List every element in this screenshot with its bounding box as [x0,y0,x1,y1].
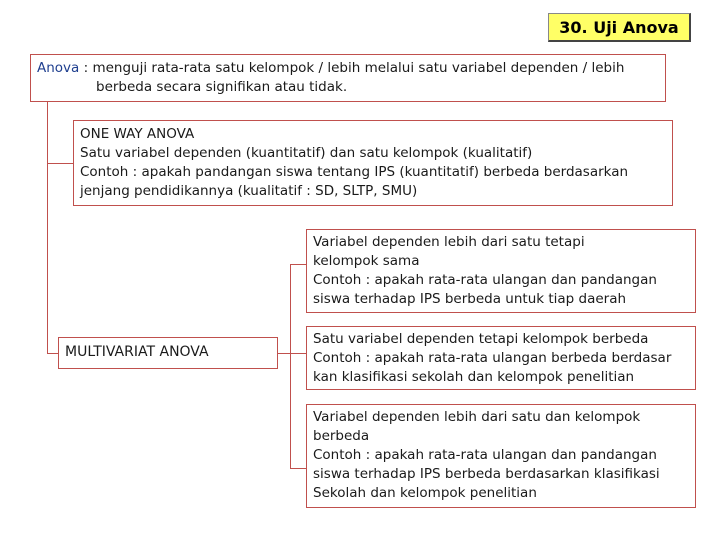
definition-text: : menguji rata-rata satu kelompok / lebih melalui satu variabel dependen / lebih [79,60,625,76]
case-line: kan klasifikasi sekolah dan kelompok penelitian [313,369,635,385]
case-line: siswa terhadap IPS berbeda untuk tiap daerah [313,291,627,307]
multivariat-case-3-box [306,404,696,508]
case-line: Variabel dependen lebih dari satu tetapi [313,234,585,250]
oneway-line: Satu variabel dependen (kuantitatif) dan satu kelompok (kualitatif) [80,145,533,161]
case-line: Variabel dependen lebih dari satu dan kelompok [313,409,641,425]
main-trunk-line [47,102,48,354]
oneway-line: jenjang pendidikannya (kualitatif : SD, SLTP, SMU) [80,183,418,199]
definition-term: Anova [37,60,80,76]
case-line: Contoh : apakah rata-rata ulangan dan pandangan [313,447,657,463]
multivariat-anova-box [58,337,278,369]
definition-line-2: berbeda secara signifikan atau tidak. [96,79,348,95]
branch-vertical-line [290,264,291,469]
case-line: Sekolah dan kelompok penelitian [313,485,537,501]
case-line: siswa terhadap IPS berbeda berdasarkan klasifikasi [313,466,660,482]
multivariat-case-1-box [306,229,696,313]
definition-line-1 [37,59,659,78]
oneway-line: ONE WAY ANOVA [80,126,195,142]
case-line: Contoh : apakah rata-rata ulangan dan pandangan [313,272,657,288]
multivariat-label: MULTIVARIAT ANOVA [65,344,209,360]
case-line: kelompok sama [313,253,420,269]
multivariat-connector-line [47,353,58,354]
branch-3-line [290,468,306,469]
case-line: berbeda [313,428,370,444]
anova-definition-box [30,54,666,102]
branch-2-line [290,353,306,354]
case-line: Satu variabel dependen tetapi kelompok berbeda [313,331,649,347]
one-way-anova-box [73,120,673,206]
slide-title: 30. Uji Anova [548,13,691,42]
case-line: Contoh : apakah rata-rata ulangan berbeda berdasar [313,350,672,366]
oneway-line: Contoh : apakah pandangan siswa tentang IPS (kuantitatif) berbeda berdasarkan [80,164,629,180]
branch-stem-line [278,353,290,354]
oneway-connector-line [47,163,73,164]
branch-1-line [290,264,306,265]
multivariat-case-2-box [306,326,696,390]
